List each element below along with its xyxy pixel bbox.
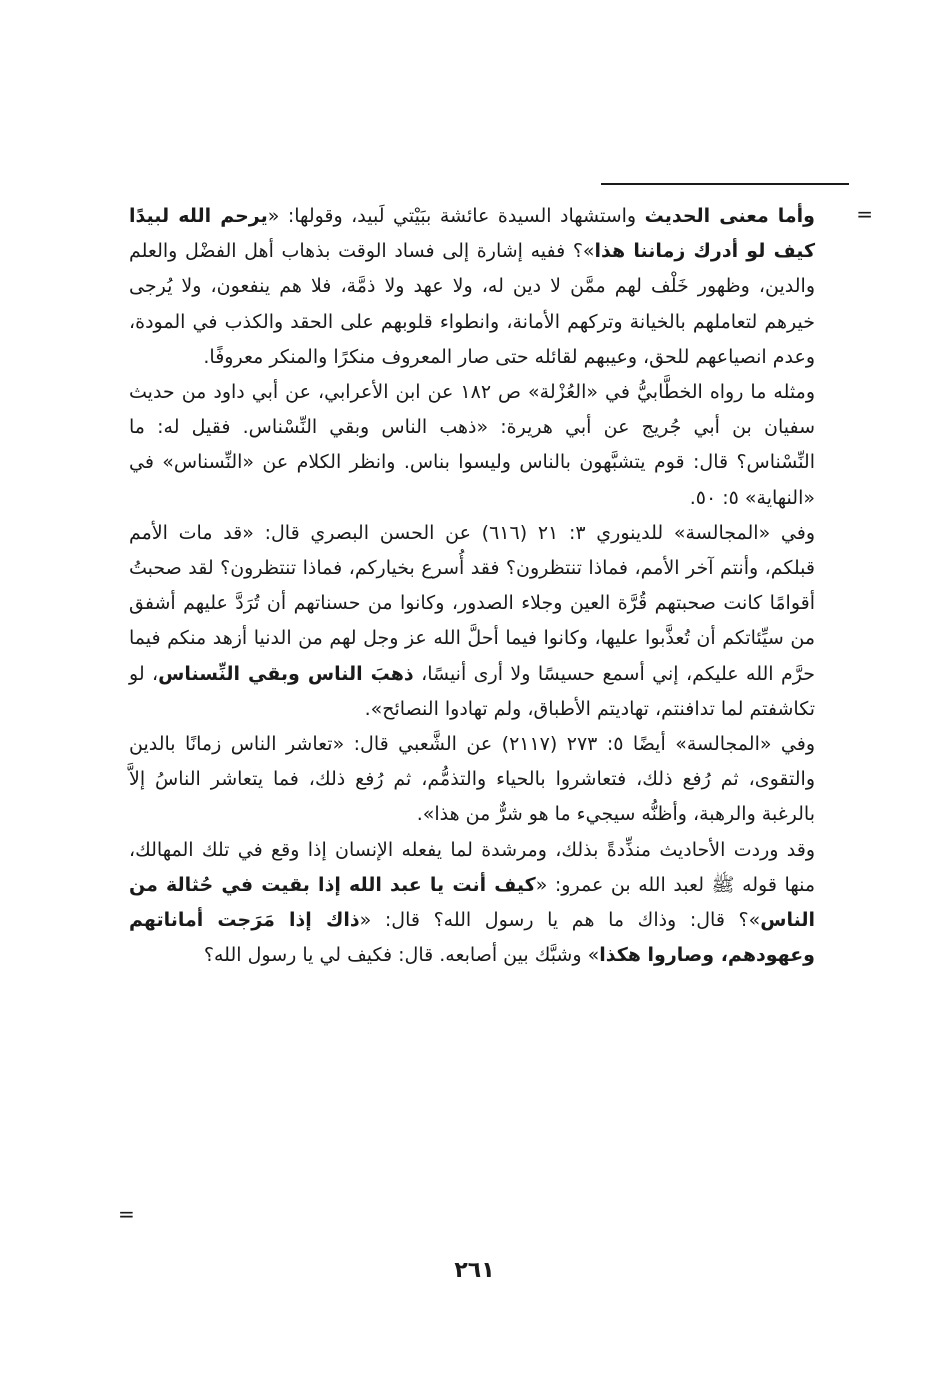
bold-text-run: وأما معنى الحديث [644,205,815,227]
text-run: وفي «المجالسة» أيضًا ٥: ٢٧٣ (٢١١٧) عن الشَّعبي قال: «تعاشر الناس زمانًا بالدين والتقوى، ثم رُفع ذلك، فتعاشروا بالحياء والتذمُّم، ثم رُفع ذلك، فما يتعاشر الناسُ إلاَّ بالرغبة والرهبة، وأظنُّه سيجيء ما هو شرٌّ من هذا». [129,733,816,826]
bold-text-run: ذاك إذا مَرَجت أماناتهم وعهودهم، وصاروا هكذا [129,909,815,967]
footnote-paragraph [129,375,815,516]
footnote-continuation-mark: = [856,202,873,226]
text-run: وفي «المجالسة» للدينوري ٣: ٢١ (٦١٦) عن الحسن البصري قال: «قد مات الأمم قبلكم، وأنتم آخر الأمم، فماذا تنتظرون؟ فقد أُسرع بخياركم، فماذا تنتظرون؟ لقد صحبتُ أقوامًا كانت صحبتهم قُرَّة العين وجلاء الصدور، وكانوا من حسناتهم أن تُرَدَّ عليهم أشفق من سيِّئاتكم أن تُعذَّبوا عليها، وكانوا فيما أحلَّ الله عز وجل لهم من الدنيا أزهد منكم فيما حرَّم الله عليكم، إني أسمع حسيسًا ولا أرى أنيسًا، [129,521,816,685]
footnote-text-block [129,199,815,973]
page-number: ٢٦١ [454,1258,495,1283]
bold-text-run: كيف أنت يا عبد الله إذا بقيت في حُثالة من الناس [129,873,815,932]
footnote-separator-rule [601,183,849,185]
text-run: وقد وردت الأحاديث منذِّدةً بذلك، ومرشدة لما يفعله الإنسان إذا وقع في تلك المهالك، منها قوله ﷺ لعبد الله بن عمرو: « [129,838,815,896]
text-run: » وشبَّك بين أصابعه. قال: فكيف لي يا رسول الله؟ [203,944,600,967]
footnote-paragraph [129,516,815,727]
text-run: ومثله ما رواه الخطَّابيُّ في «العُزْلة» ص ١٨٢ عن ابن الأعرابي، عن أبي داود من حديث سفيان بن أبي جُريج عن أبي هريرة: «ذهب الناس وبقي النِّسْناس. فقيل له: ما النِّسْناس؟ قال: قوم يتشبَّهون بالناس وليسوا بناس. وانظر الكلام عن «النِّسناس» في «النهاية» ٥: ٥٠. [129,381,815,509]
footnote-paragraph [129,833,815,974]
bold-text-run: ذهبَ الناس وبقي النِّسناس [158,662,414,685]
text-run: واستشهاد السيدة عائشة ببَيْتي لَبيد، وقولها: « [267,205,645,227]
footnote-trailing-mark: = [118,1202,135,1226]
footnote-paragraph [129,727,815,833]
bold-text-run: يرحم الله لبيدًا كيف لو أدرك زماننا هذا [129,205,816,263]
text-run: »؟ قال: وذاك ما هم يا رسول الله؟ قال: « [359,909,761,932]
footnote-paragraph [129,199,815,375]
text-run: ، لو تكاشفتم لما تدافنتم، تهاديتم الأطباق، ولم تهادوا النصائح». [129,662,815,720]
text-run: »؟ ففيه إشارة إلى فساد الوقت بذهاب أهل الفضْل والعلم والدين، وظهور خَلْف لهم ممَّن لا دين له، ولا عهد ولا ذمَّة، فلا هم ينفعون، ولا يُرجى خيرهم لتعاملهم بالخيانة وتركهم الأمانة، وانطواء قلوبهم على الحقد والكذب في المودة، وعدم انصياعهم للحق، وعيبهم لقائله حتى صار المعروف منكرًا والمنكر معروفًا. [129,240,815,368]
